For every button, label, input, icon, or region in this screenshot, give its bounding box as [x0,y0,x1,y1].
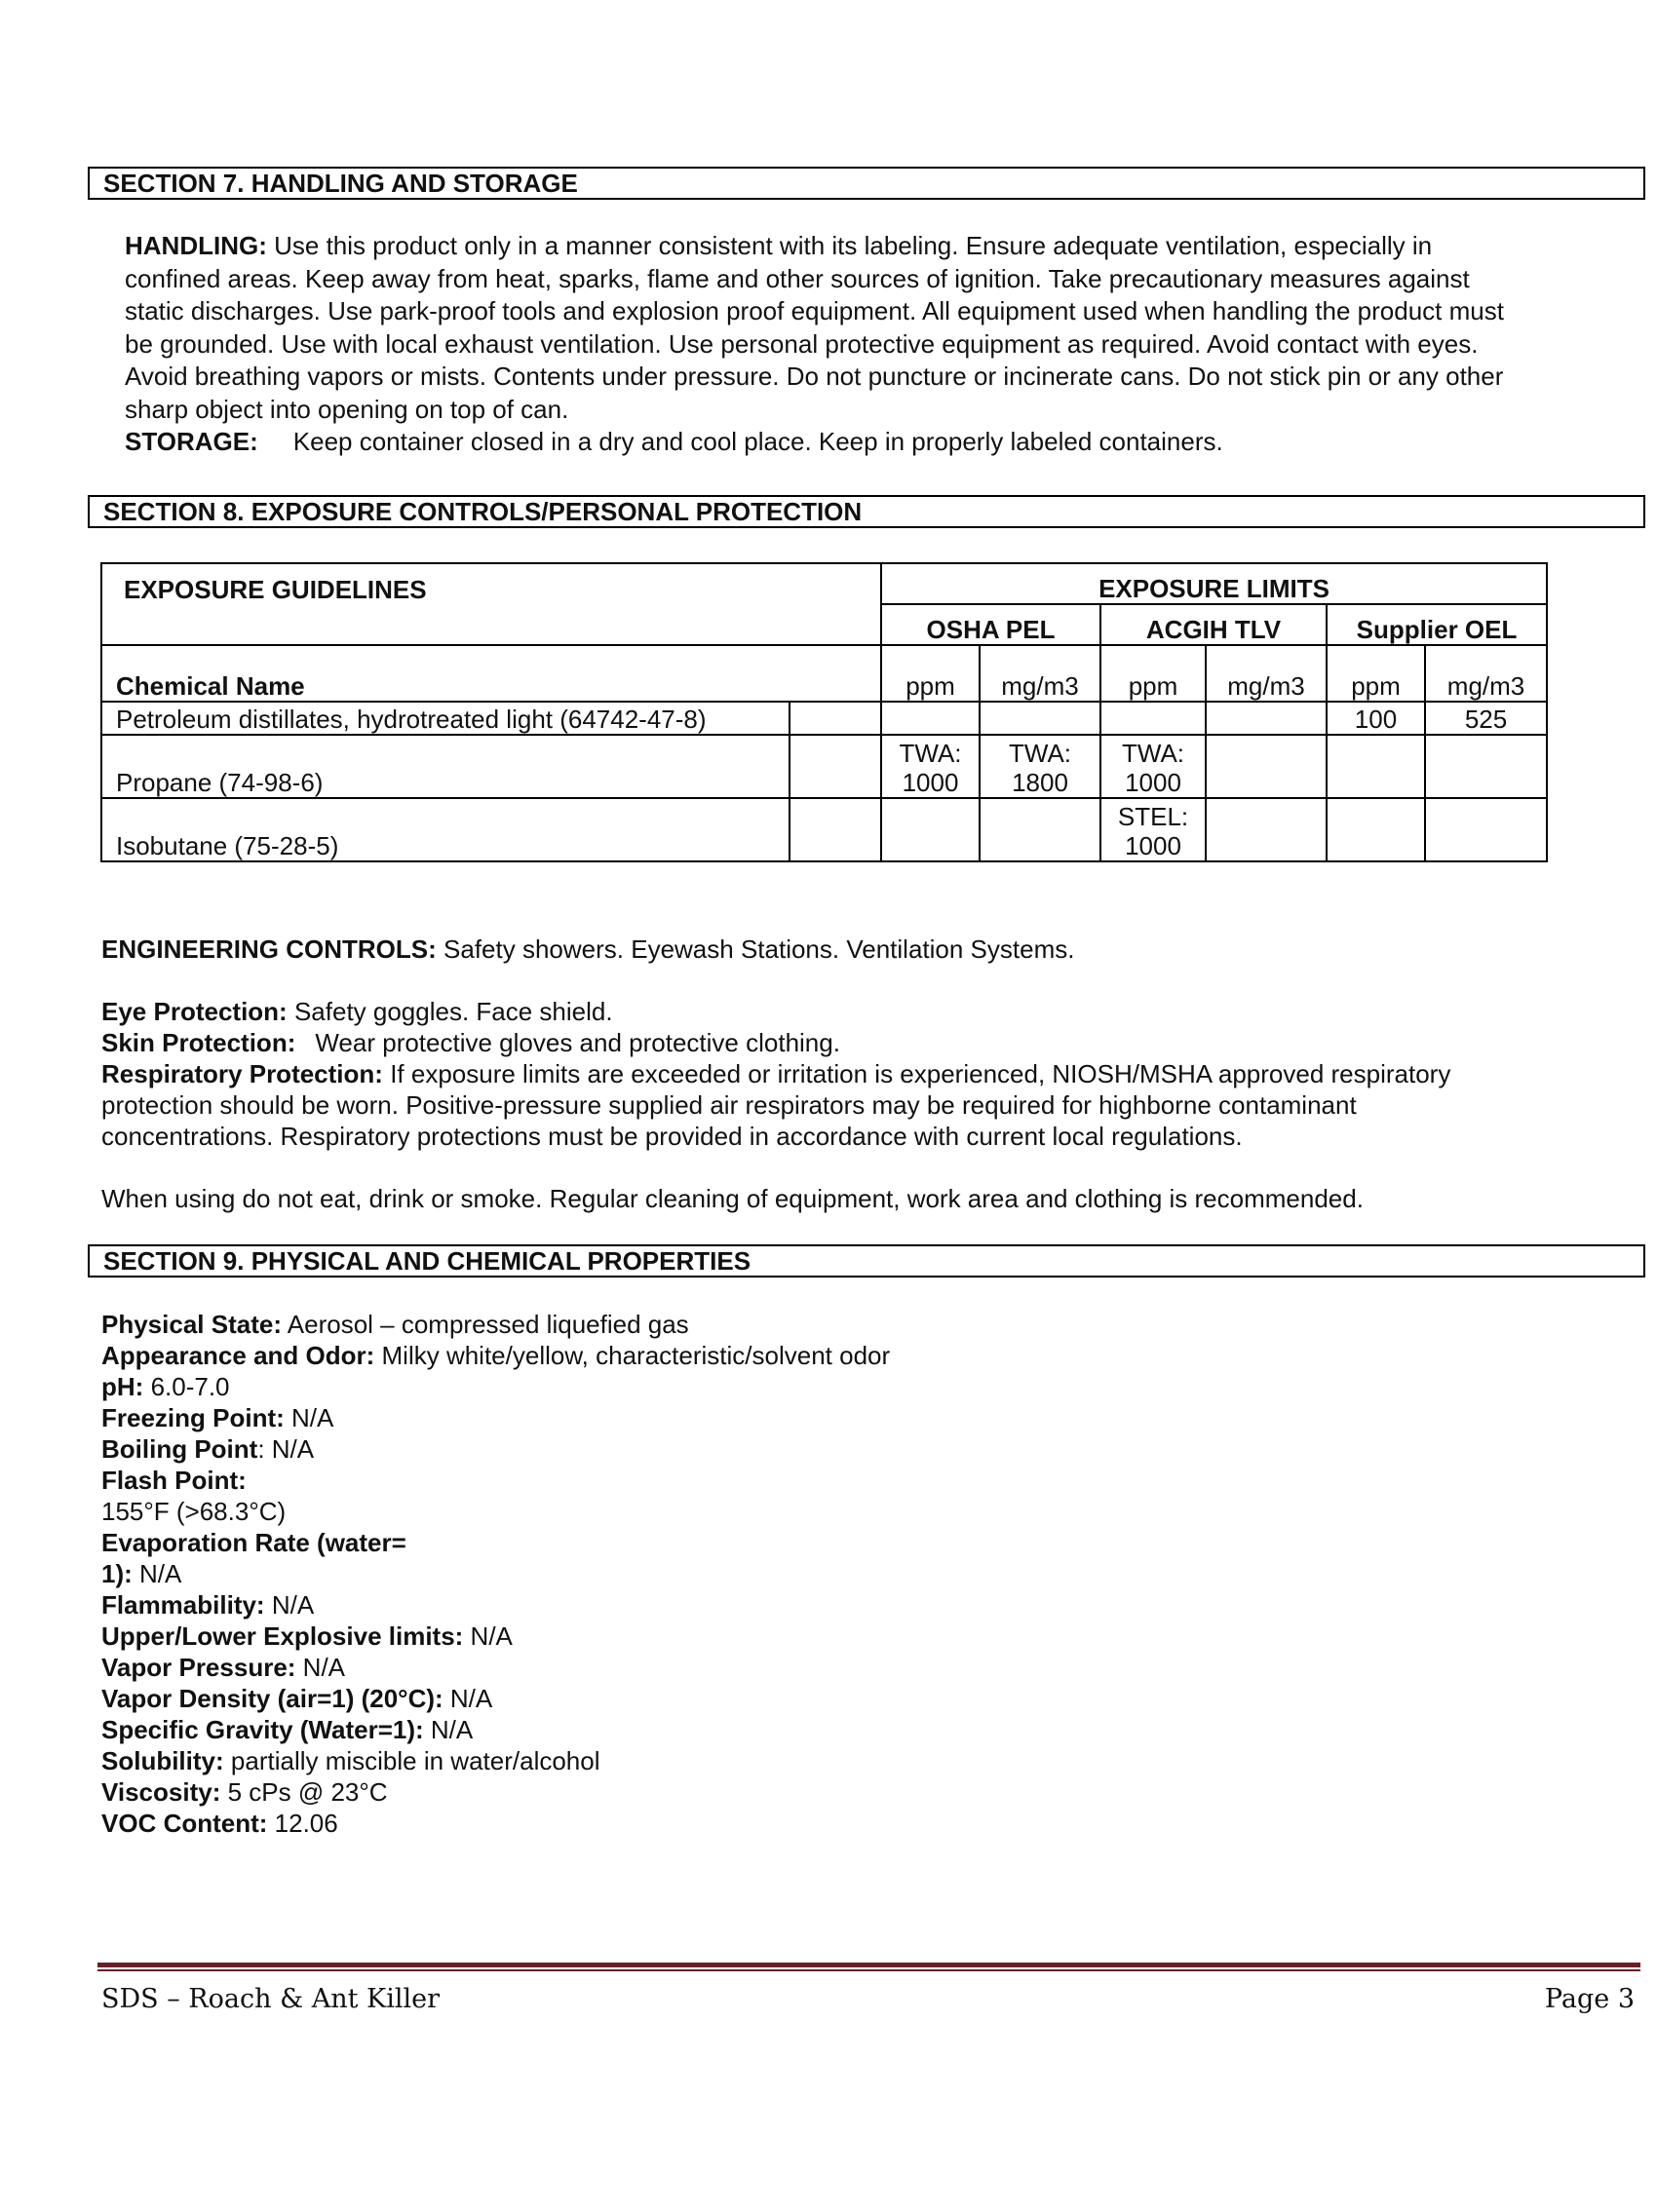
property-item: Upper/Lower Explosive limits: N/A [101,1621,513,1651]
value-cell: STEL: 1000 [1100,798,1206,861]
property-item: VOC Content: 12.06 [101,1809,338,1838]
value-cell: 100 [1327,702,1425,735]
acgih-tlv-header: ACGIH TLV [1100,604,1327,645]
handling-line: Use this product only in a manner consistent with its labeling. Ensure adequate ventilation, especially in [274,231,1433,260]
value-cell [1425,798,1547,861]
handling-line: Avoid breathing vapors or mists. Contents under pressure. Do not puncture or incinerate cans. Do not stick pin or any other [125,362,1504,391]
property-item: Flash Point: [101,1466,247,1495]
unit-cell: ppm [1327,645,1425,702]
chemical-name-header: Chemical Name [101,645,881,702]
footer-document-title: SDS – Roach & Ant Killer [101,1984,440,2014]
value-cell [980,702,1100,735]
property-item: Vapor Density (air=1) (20°C): N/A [101,1684,493,1713]
empty-cell [790,702,881,735]
skin-text: Wear protective gloves and protective clothing. [315,1028,840,1057]
engineering-label: ENGINEERING CONTROLS: [101,934,437,964]
handling-line: confined areas. Keep away from heat, sparks, flame and other sources of ignition. Take precautionary measures against [125,263,1470,293]
exposure-limits-header: EXPOSURE LIMITS [881,563,1547,604]
value-cell [1425,735,1547,798]
footer-page-number: Page 3 [1544,1984,1635,2014]
footer-rule [97,1963,1640,1967]
handling-line: static discharges. Use park-proof tools and explosion proof equipment. All equipment used when handling the product must [125,296,1504,325]
section-9-header: SECTION 9. PHYSICAL AND CHEMICAL PROPERTIES [88,1244,1645,1278]
value-cell [1327,735,1425,798]
eye-label: Eye Protection: [101,997,288,1026]
property-item: Vapor Pressure: N/A [101,1653,346,1682]
value-cell [1100,702,1206,735]
chemical-name-cell: Propane (74-98-6) [101,735,790,798]
engineering-controls [101,934,1074,967]
respiratory-line: protection should be worn. Positive-pressure supplied air respirators may be required for highborne contaminant [101,1090,1357,1120]
unit-cell: mg/m3 [1206,645,1327,702]
value-cell [1206,735,1327,798]
eye-text: Safety goggles. Face shield. [293,997,613,1026]
property-item: 1): N/A [101,1559,182,1588]
value-cell: TWA: 1000 [1100,735,1206,798]
unit-cell: ppm [881,645,980,702]
protection-block [101,996,1450,1152]
value-cell: 525 [1425,702,1547,735]
handling-line: be grounded. Use with local exhaust ventilation. Use personal protective equipment as required. Avoid contact with eyes. [125,328,1479,359]
value-cell [1206,702,1327,735]
unit-cell: mg/m3 [980,645,1100,702]
property-item: Viscosity: 5 cPs @ 23°C [101,1777,388,1807]
value-cell: TWA: 1800 [980,735,1100,798]
respiratory-label: Respiratory Protection: [101,1059,383,1088]
storage-label: STORAGE: [125,427,258,456]
supplier-oel-header: Supplier OEL [1327,604,1547,645]
properties-list [101,1309,890,1839]
handling-label: HANDLING: [125,231,267,260]
property-item: Solubility: partially miscible in water/alcohol [101,1746,600,1775]
table-row [101,702,1547,735]
value-cell [881,798,980,861]
value-cell [1327,798,1425,861]
table-row [101,798,1547,861]
respiratory-line: concentrations. Respiratory protections must be provided in accordance with current local regulations. [101,1122,1243,1151]
exposure-guidelines-header: EXPOSURE GUIDELINES [101,563,881,604]
value-cell [980,798,1100,861]
unit-cell: mg/m3 [1425,645,1547,702]
empty-cell [790,798,881,861]
property-item: Appearance and Odor: Milky white/yellow, characteristic/solvent odor [101,1341,891,1370]
section-7-header: SECTION 7. HANDLING AND STORAGE [88,167,1645,200]
table-row [101,735,1547,798]
property-item: 155°F (>68.3°C) [101,1497,287,1526]
chemical-name-cell: Petroleum distillates, hydrotreated light (64742-47-8) [101,702,790,735]
osha-pel-header: OSHA PEL [881,604,1100,645]
storage-text: Keep container closed in a dry and cool place. Keep in properly labeled containers. [292,427,1223,456]
property-item: Boiling Point: N/A [101,1434,315,1464]
section-8-header: SECTION 8. EXPOSURE CONTROLS/PERSONAL PROTECTION [88,495,1645,528]
property-item: Flammability: N/A [101,1590,315,1620]
footer-rule-thin [97,1969,1640,1971]
empty-cell [790,735,881,798]
unit-cell: ppm [1100,645,1206,702]
respiratory-line: If exposure limits are exceeded or irritation is experienced, NIOSH/MSHA approved respiratory [390,1059,1451,1088]
property-item: Freezing Point: N/A [101,1403,334,1432]
handling-paragraph [125,230,1504,459]
engineering-text: Safety showers. Eyewash Stations. Ventilation Systems. [443,934,1075,964]
handling-line: sharp object into opening on top of can. [125,394,569,424]
property-item: Physical State: Aerosol – compressed liquefied gas [101,1310,689,1339]
value-cell [1206,798,1327,861]
value-cell: TWA: 1000 [881,735,980,798]
value-cell [881,702,980,735]
property-item: Evaporation Rate (water= [101,1528,406,1557]
property-item: pH: 6.0-7.0 [101,1372,230,1401]
chemical-name-cell: Isobutane (75-28-5) [101,798,790,861]
header-spacer [101,604,881,645]
property-item: Specific Gravity (Water=1): N/A [101,1715,474,1744]
hygiene-text: When using do not eat, drink or smoke. Regular cleaning of equipment, work area and clothing is recommended. [101,1184,1364,1213]
skin-label: Skin Protection: [101,1028,296,1057]
exposure-table [100,562,1548,862]
